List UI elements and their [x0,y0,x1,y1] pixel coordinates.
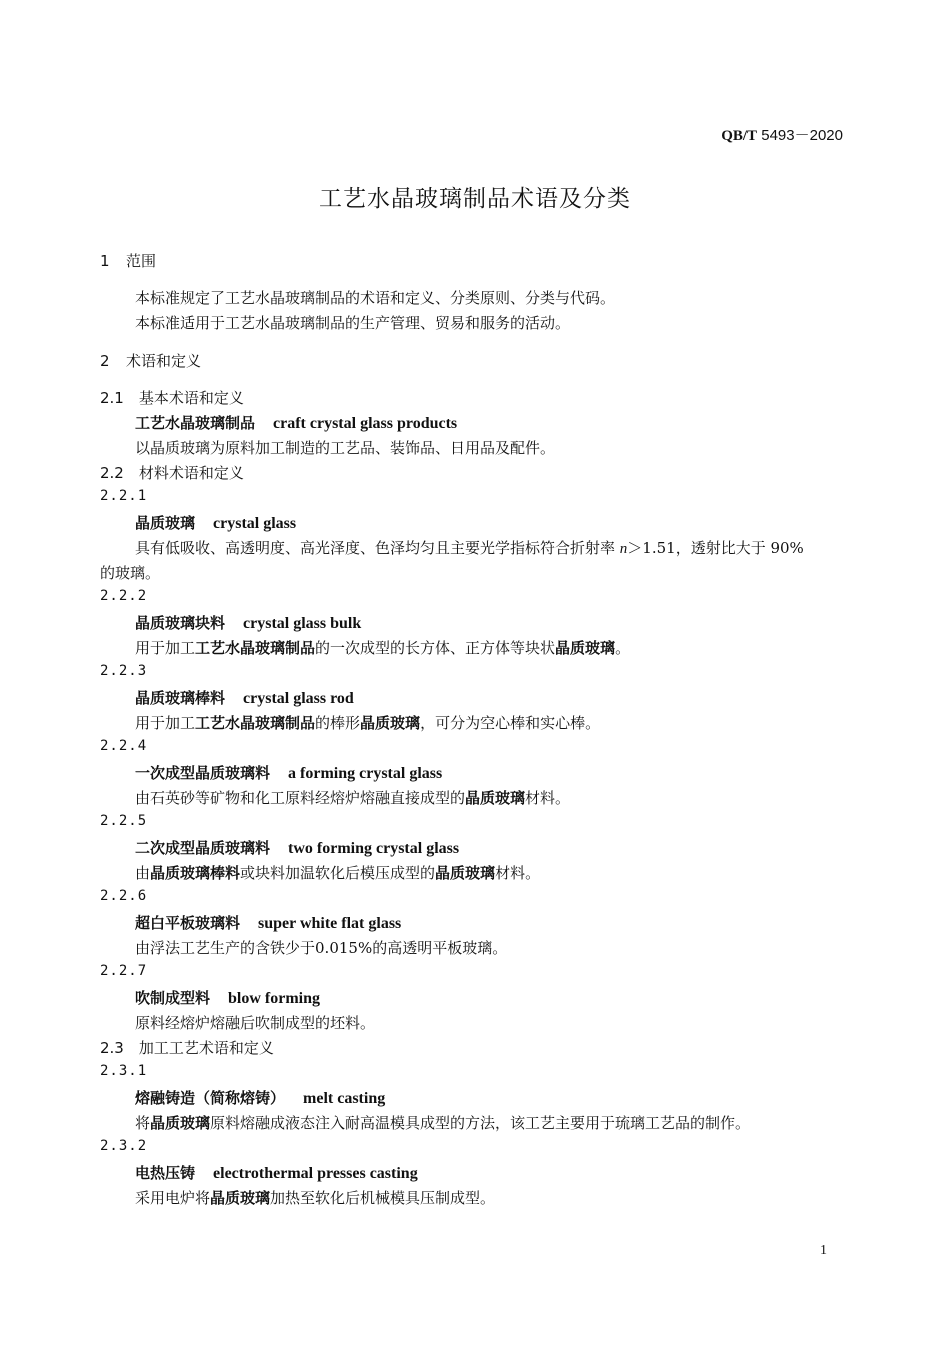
definition-super-white-flat-glass: 由浮法工艺生产的含铁少于0.015%的高透明平板玻璃。 [135,939,508,957]
term-crystal-glass: 晶质玻璃 crystal glass [135,514,297,532]
clause-number-2-3-2: 2.3.2 [100,1138,148,1154]
definition-craft-crystal-glass-products: 以晶质玻璃为原料加工制造的工艺品、装饰品、日用品及配件。 [135,439,556,457]
section-2-2-heading: 2.2 材料术语和定义 [100,464,244,482]
term-super-white-flat-glass: 超白平板玻璃料 super white flat glass [135,914,402,932]
definition-electrothermal-presses-casting: 采用电炉将晶质玻璃加热至软化后机械模具压制成型。 [135,1189,496,1207]
clause-number-2-2-6: 2.2.6 [100,888,148,904]
scope-paragraph-2: 本标准适用于工艺水晶玻璃制品的生产管理、贸易和服务的活动。 [135,314,571,332]
clause-number-2-2-7: 2.2.7 [100,963,148,979]
section-2-3-heading: 2.3 加工工艺术语和定义 [100,1039,274,1057]
definition-crystal-glass-rod: 用于加工工艺水晶玻璃制品的棒形晶质玻璃，可分为空心棒和实心棒。 [135,714,601,732]
clause-number-2-2-3: 2.2.3 [100,663,148,679]
page-number: 1 [820,1243,827,1258]
clause-number-2-2-2: 2.2.2 [100,588,148,604]
clause-number-2-2-1: 2.2.1 [100,488,148,504]
term-electrothermal-presses-casting: 电热压铸 electrothermal presses casting [135,1164,418,1182]
section-2-heading: 2 术语和定义 [100,352,202,370]
definition-two-forming-crystal-glass: 由晶质玻璃棒料或块料加温软化后模压成型的晶质玻璃材料。 [135,864,541,882]
section-2-1-heading: 2.1 基本术语和定义 [100,389,244,407]
term-two-forming-crystal-glass: 二次成型晶质玻璃料 two forming crystal glass [135,839,460,857]
clause-number-2-3-1: 2.3.1 [100,1063,148,1079]
definition-crystal-glass-bulk: 用于加工工艺水晶玻璃制品的一次成型的长方体、正方体等块状晶质玻璃。 [135,639,631,657]
clause-number-2-2-4: 2.2.4 [100,738,148,754]
term-craft-crystal-glass-products: 工艺水晶玻璃制品 craft crystal glass products [135,414,458,432]
scope-paragraph-1: 本标准规定了工艺水晶玻璃制品的术语和定义、分类原则、分类与代码。 [135,289,616,307]
term-melt-casting: 熔融铸造（简称熔铸） melt casting [135,1089,386,1107]
section-1-heading: 1 范围 [100,252,157,270]
definition-crystal-glass: 具有低吸收、高透明度、高光泽度、色泽均匀且主要光学指标符合折射率 n＞1.51，透射比大于 90% [135,539,804,557]
standard-number: QB/T 5493－2020 [721,127,843,144]
term-crystal-glass-rod: 晶质玻璃棒料 crystal glass rod [135,689,354,707]
definition-melt-casting: 将晶质玻璃原料熔融成液态注入耐高温模具成型的方法，该工艺主要用于琉璃工艺品的制作。 [135,1114,751,1132]
term-blow-forming: 吹制成型料 blow forming [135,989,321,1007]
term-crystal-glass-bulk: 晶质玻璃块料 crystal glass bulk [135,614,362,632]
document-title: 工艺水晶玻璃制品术语及分类 [319,186,631,212]
definition-crystal-glass-continued: 的玻璃。 [100,564,161,582]
term-a-forming-crystal-glass: 一次成型晶质玻璃料 a forming crystal glass [135,764,443,782]
definition-a-forming-crystal-glass: 由石英砂等矿物和化工原料经熔炉熔融直接成型的晶质玻璃材料。 [135,789,571,807]
clause-number-2-2-5: 2.2.5 [100,813,148,829]
definition-blow-forming: 原料经熔炉熔融后吹制成型的坯料。 [135,1014,376,1032]
